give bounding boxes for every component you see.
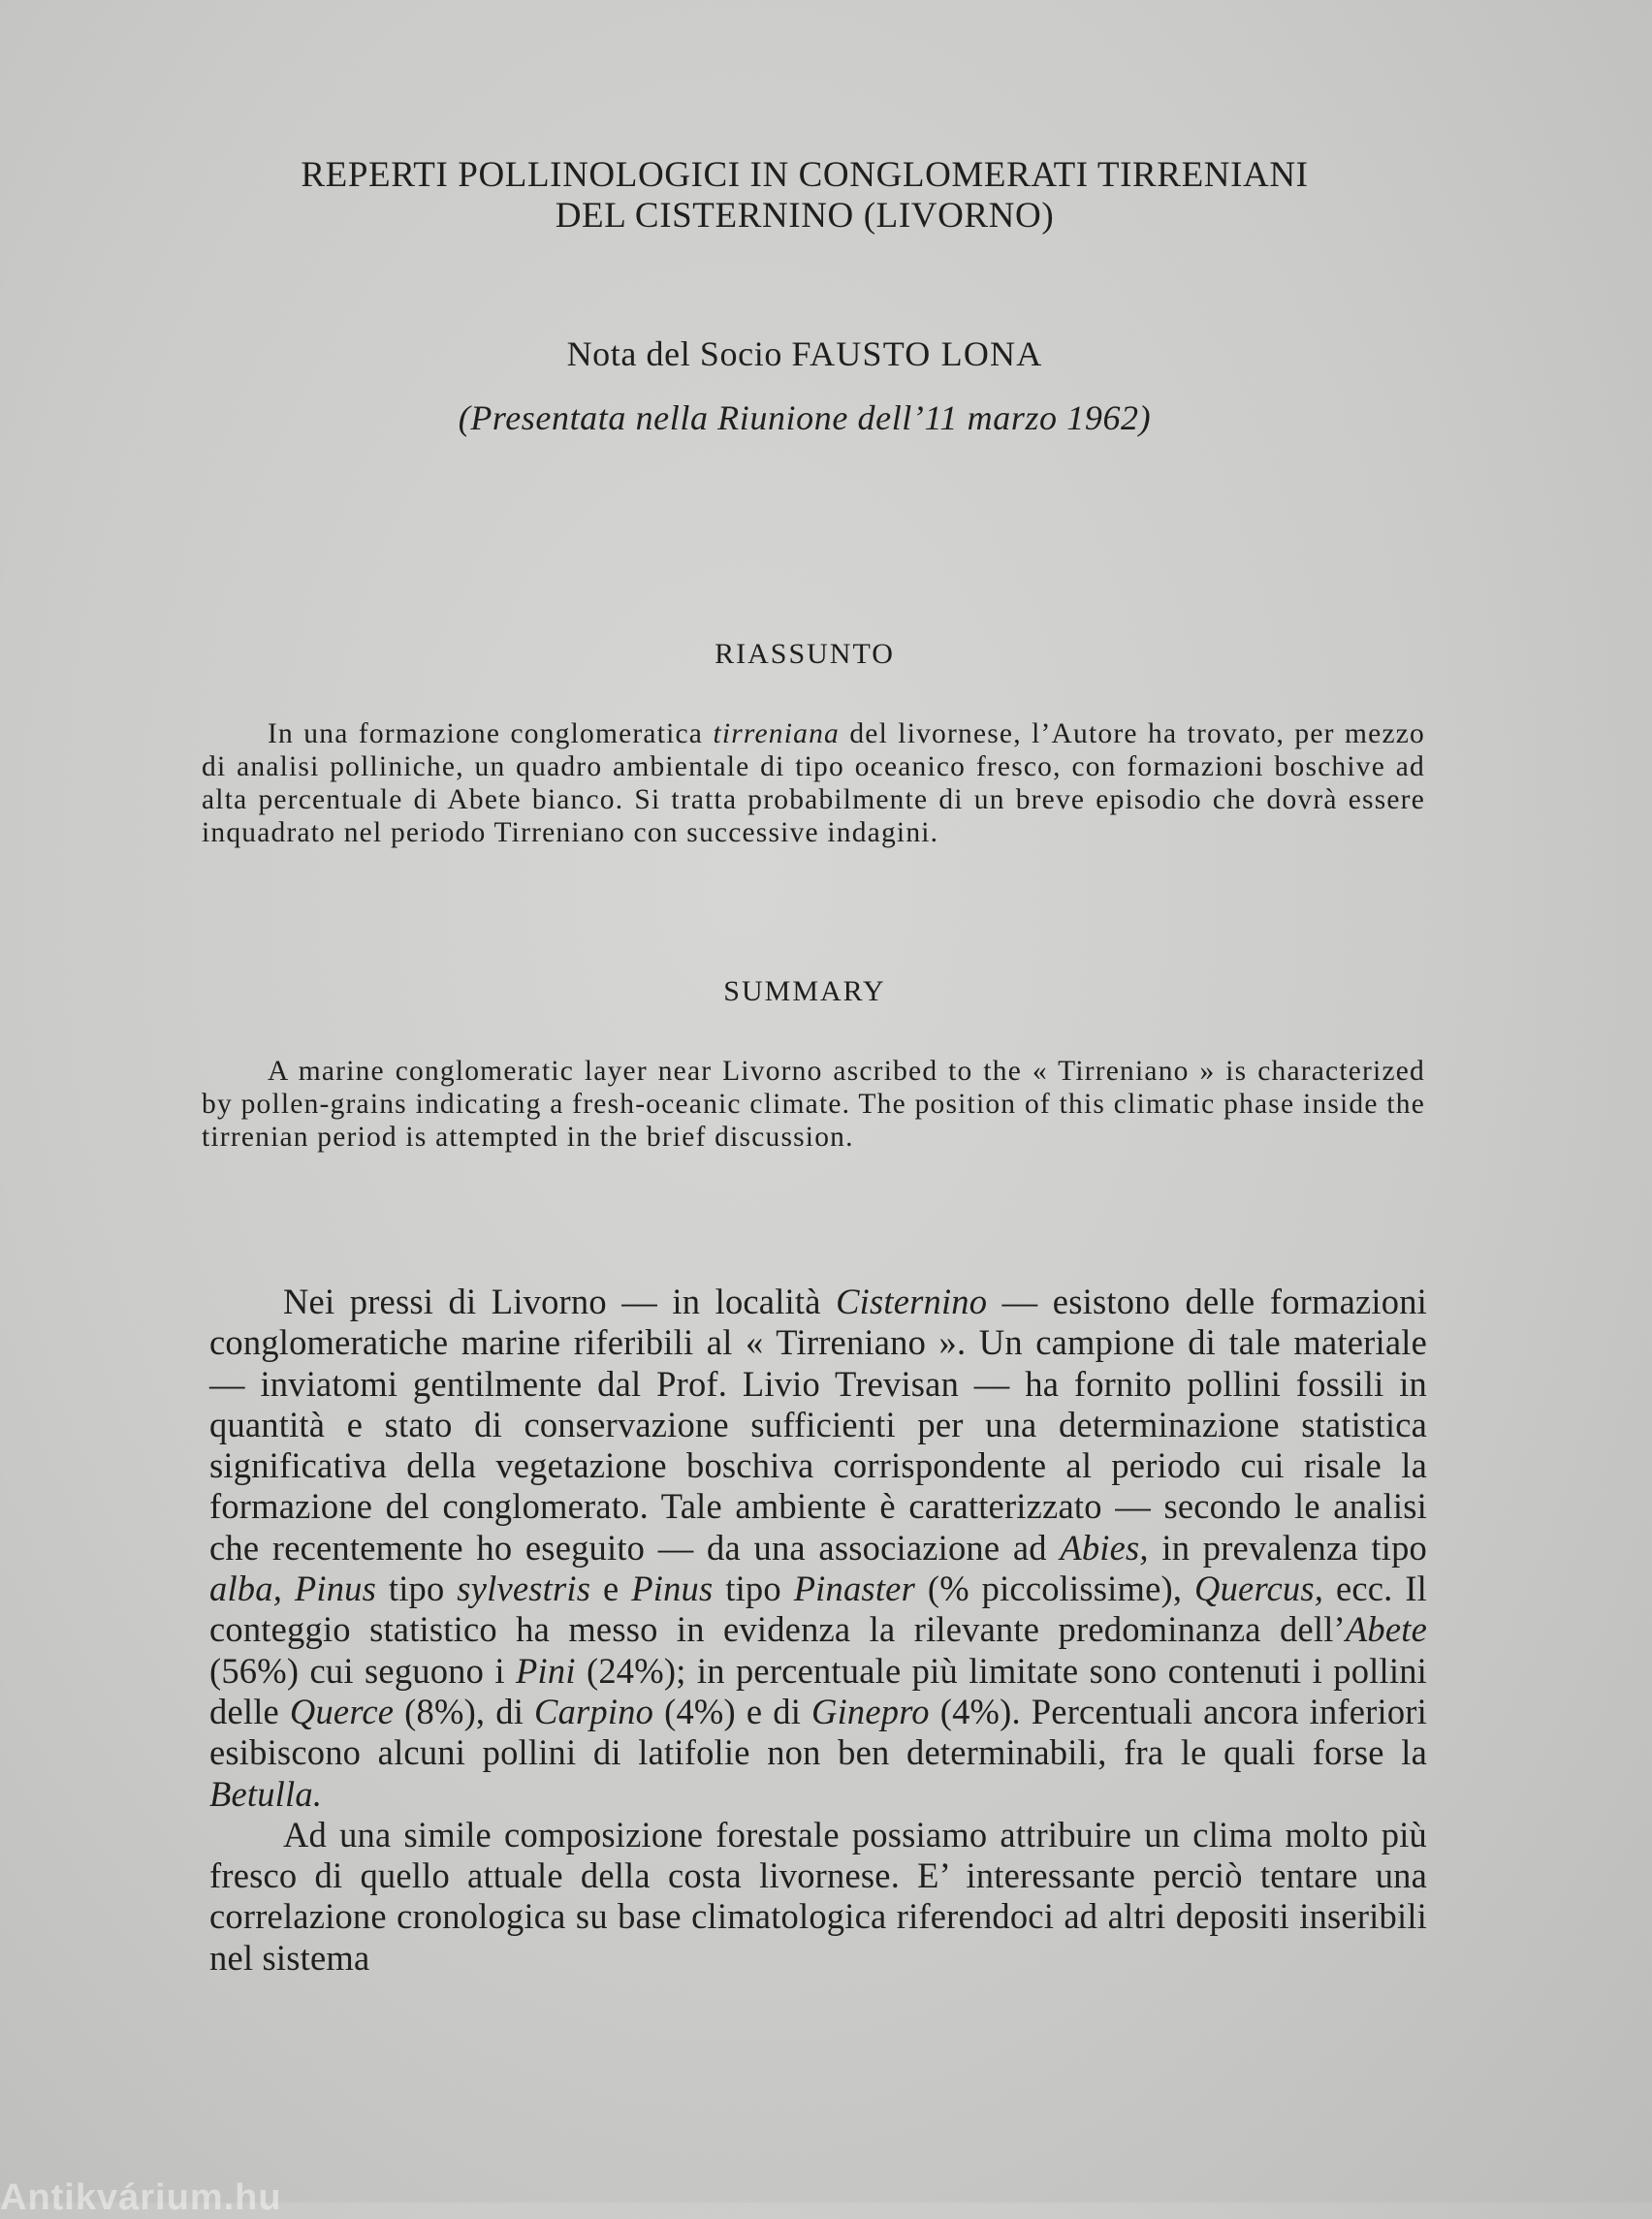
body-span: tipo	[376, 1569, 458, 1609]
body-span: (4%) e di	[653, 1691, 812, 1731]
body-span: (4%). Percentuali ancora inferiori esibiscono alcuni pollini di latifolie non ben determinabili, fra le quali forse la	[209, 1691, 1427, 1773]
body-span: e	[590, 1569, 632, 1609]
title-line-1: REPERTI POLLINOLOGICI IN CONGLOMERATI TIRRENIANI	[301, 155, 1309, 195]
body-span: in prevalenza tipo	[1148, 1527, 1427, 1568]
body-em: Abies,	[1060, 1527, 1149, 1568]
riassunto-text-1: In una formazione conglomeratica	[268, 718, 714, 749]
body-em: alba, Pinus	[209, 1569, 377, 1609]
body-em: Pini	[516, 1650, 576, 1691]
body-em: sylvestris	[457, 1569, 591, 1609]
body-span: Nei pressi di Livorno — in località	[283, 1282, 837, 1321]
author-name: FAUSTO LONA	[791, 334, 1043, 373]
body-em: Pinaster	[793, 1569, 915, 1609]
body-span: — esistono delle formazioni conglomeratiche marine riferibili al « Tirreniano ». Un campione di tale materiale — inviatomi gentilmente dal Prof. Livio Trevisan — ha fornito pollini fossili in quantità e stato di conservazione sufficienti per una determinazione statistica significativa della vegetazione boschiva corrispondente al periodo cui risale la formazione del conglomerato. Tale ambiente è caratterizzato — secondo le analisi che recentemente ho eseguito — da una associazione ad	[209, 1282, 1428, 1568]
body-paragraph-1	[209, 1282, 1427, 1815]
body-em: Quercus,	[1194, 1569, 1324, 1609]
body-span: (24%); in percentuale più limitate sono contenuti i pollini delle	[209, 1650, 1427, 1731]
summary-paragraph: A marine conglomeratic layer near Livorno ascribed to the « Tirreniano » is characterized by pollen-grains indicating a fresh-oceanic climate. The position of this climatic phase inside the tirrenian period is attempted in the brief discussion.	[202, 1056, 1425, 1153]
summary-heading: SUMMARY	[723, 975, 886, 1007]
riassunto-term: tirreniana	[713, 718, 840, 749]
title-line-2: DEL CISTERNINO (LIVORNO)	[555, 196, 1055, 236]
riassunto-paragraph	[202, 717, 1425, 849]
watermark: Antikvárium.hu	[0, 2177, 282, 2218]
author-line	[136, 333, 1474, 374]
body-em: Pinus	[631, 1569, 714, 1609]
presentation-note: (Presentata nella Riunione dell’11 marzo 1962)	[458, 398, 1152, 437]
body-em: Carpino	[534, 1691, 654, 1731]
body-em: Querce	[289, 1691, 395, 1731]
article-title	[136, 155, 1474, 237]
summary-abstract	[202, 1055, 1425, 1154]
body-span: tipo	[713, 1569, 794, 1609]
riassunto-abstract	[202, 717, 1425, 849]
author-prefix: Nota del Socio	[566, 334, 792, 373]
body-em: Betulla.	[209, 1773, 323, 1814]
body-em: Ginepro	[811, 1691, 930, 1731]
riassunto-heading: RIASSUNTO	[715, 638, 895, 670]
body-em: Abete	[1345, 1609, 1427, 1650]
body-span: (% piccolissime),	[914, 1569, 1195, 1609]
body-span: (8%), di	[394, 1691, 535, 1731]
body-text	[209, 1282, 1427, 1979]
body-span: (56%) cui seguono i	[209, 1650, 517, 1691]
body-span: ecc. Il conteggio statistico ha messo in evidenza la rilevante predominanza dell’	[209, 1569, 1428, 1650]
riassunto-text-2: del livornese, l’Autore ha trovato, per mezzo di analisi polliniche, un quadro ambientale di tipo oceanico fresco, con formazioni boschive ad alta percentuale di Abete bianco. Si tratta probabilmente di un breve episodio che dovrà essere inquadrato nel periodo Tirreniano con successive indagini.	[202, 718, 1426, 848]
body-paragraph-2: Ad una simile composizione forestale possiamo attribuire un clima molto più fresco di quello attuale della costa livornese. E’ interessante perciò tentare una correlazione cronologica su base climatologica riferendoci ad altri depositi inseribili nel sistema	[209, 1814, 1427, 1978]
body-em: Cisternino	[836, 1282, 988, 1321]
